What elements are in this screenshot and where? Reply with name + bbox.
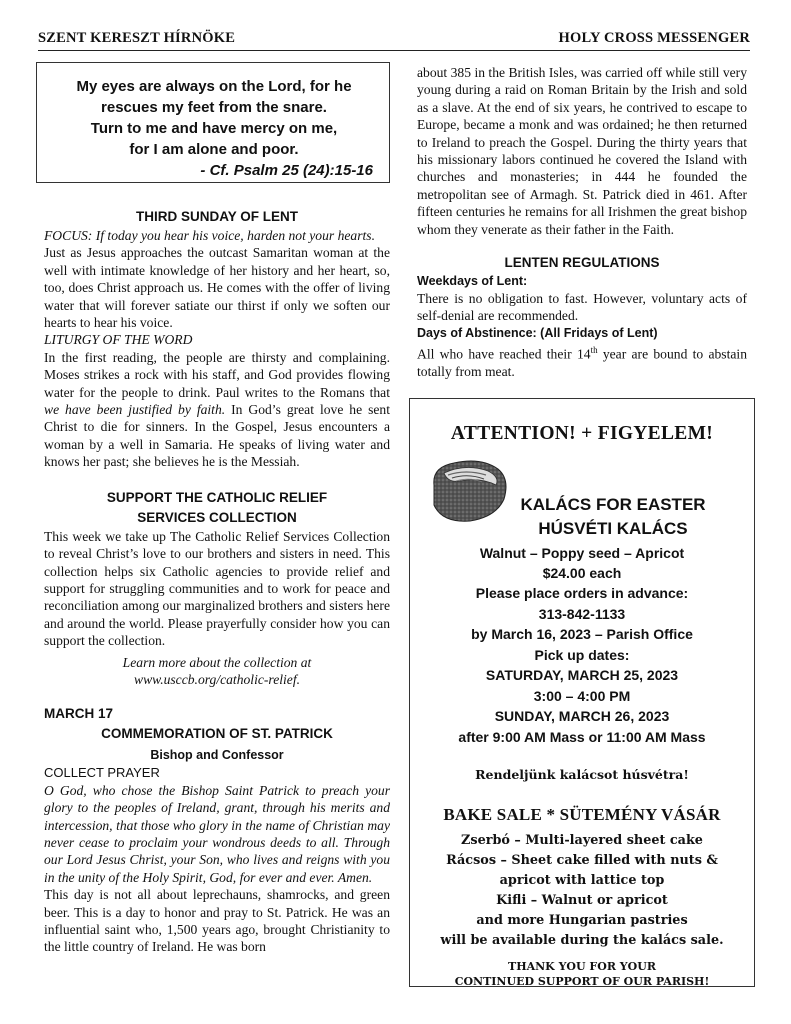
order-deadline: by March 16, 2023 – Parish Office (471, 626, 693, 642)
kalacs-announcement-box (409, 398, 755, 987)
page-header (38, 28, 750, 51)
patrick-title: COMMEMORATION OF ST. PATRICK (101, 726, 333, 742)
abstinence-heading: Days of Abstinence: (All Fridays of Lent) (417, 325, 658, 340)
collect-heading: COLLECT PRAYER (44, 765, 160, 781)
kalacs-flavors: Walnut – Poppy seed – Apricot (479, 545, 685, 561)
order-instructions: Please place orders in advance: (475, 585, 689, 601)
attention-title: ATTENTION! + FIGYELEM! (450, 423, 714, 444)
bake-more-pastries: and more Hungarian pastries (476, 913, 688, 928)
kalacs-title-hungarian: HÚSVÉTI KALÁCS (538, 519, 688, 538)
thanks-line-1: THANK YOU FOR YOUR (508, 960, 656, 973)
lent3-paragraph-1: Just as Jesus approaches the outcast Samaritan woman at the well with intimate knowledge of her history and her heart, so, too, does Christ approach us. He comes with the offer of living water that will forever satiate our thirst if only we soften our hearts to hear his voice. (44, 245, 390, 331)
bake-sale-title: BAKE SALE * SÜTEMÉNY VÁSÁR (443, 805, 721, 824)
abstinence-text (417, 342, 747, 380)
collect-prayer: O God, who chose the Bishop Saint Patrick to preach your glory to the peoples of Ireland, grant, through his merits and intercession, that those who glory in the name of Christian may never cease to proclaim your wondrous deeds to all. Through our Lord Jesus Christ, your Son, who lives and reigns with you in the unity of the Holy Spirit, God, for ever and ever. Amen. (44, 782, 390, 885)
lent3-p2-end: In God’s great love he sent Christ to die for sinners. In the Gospel, Jesus encounters a woman by a well in Samaria. He speaks of living water and knows her past; she believes he is the Messiah. (44, 402, 390, 470)
abstinence-text-start: All who have reached their 14 (417, 346, 591, 362)
patrick-subtitle: Bishop and Confessor (150, 748, 284, 763)
crs-learn-more: Learn more about the collection at (122, 654, 312, 670)
patrick-continued: about 385 in the British Isles, was carried off while still very young during a raid on Roman Britain by the Irish and sold as a slave. At the end of six years, he contrived to escape to Europe, became a monk and was ordained; he then returned to Ireland to preach the Gospel. During the thirty years that his missionary labors continued he covered the Island with churches and monasteries; in 444 he founded the metropolitan see of Armagh. St. Patrick died in 461. After fifteen centuries he remains for all Irishmen the great bishop whom they venerate as their father in the Faith. (417, 65, 747, 237)
bake-item-2: Rácsos – Sheet cake filled with nuts & (446, 853, 718, 868)
bake-item-2-cont: apricot with lattice top (499, 873, 665, 888)
patrick-date: MARCH 17 (44, 706, 114, 722)
pickup-sunday-time: after 9:00 AM Mass or 11:00 AM Mass (458, 729, 706, 745)
crs-title-line-2: SERVICES COLLECTION (137, 509, 297, 525)
bake-item-3: Kifli – Walnut or apricot (496, 893, 668, 908)
hungarian-order-line: Rendeljünk kalácsot húsvétra! (475, 767, 689, 782)
lenten-title: LENTEN REGULATIONS (504, 255, 660, 271)
weekdays-text: There is no obligation to fast. However, voluntary acts of self-denial are recommended. (417, 291, 747, 324)
bake-item-1: Zserbó – Multi-layered sheet cake (461, 833, 703, 848)
lent3-paragraph-2 (44, 349, 390, 471)
crs-paragraph: This week we take up The Catholic Relief Services Collection to reveal Christ’s love to our brothers and sisters in need. This collection helps six Catholic agencies to provide relief and support for struggling communities and to work for peace and reconciliation among our marginalized brothers and sisters here and around the world. Please prayerfully consider how you can support the collection. (44, 528, 390, 649)
quote-line-1: My eyes are always on the Lord, for he (76, 78, 352, 95)
lent3-p2-start: In the first reading, the people are thirsty and complaining. Moses strikes a rock with his staff, and God provides flowing water for the people to drink. Paul writes to the Romans that (44, 349, 390, 400)
quote-line-4: for I am alone and poor. (129, 141, 299, 158)
crs-url: www.usccb.org/catholic-relief. (134, 671, 300, 687)
quote-line-3: Turn to me and have mercy on me, (90, 120, 338, 137)
patrick-paragraph: This day is not all about leprechauns, shamrocks, and green beer. This is a day to honor and pray to St. Patrick. He was an influential saint who, 1,500 years ago, brought Christianity to the little country of Ireland. He was born (44, 887, 390, 955)
pickup-sunday: SUNDAY, MARCH 26, 2023 (494, 708, 670, 724)
header-english-title: HOLY CROSS MESSENGER (558, 30, 750, 46)
bake-availability: will be available during the kalács sale. (440, 933, 724, 948)
kalacs-title-english: KALÁCS FOR EASTER (520, 495, 706, 514)
weekdays-heading: Weekdays of Lent: (417, 274, 528, 289)
quote-citation: - Cf. Psalm 25 (24):15-16 (200, 162, 373, 179)
header-hungarian-title: SZENT KERESZT HÍRNÖKE (38, 30, 236, 46)
crs-title-line-1: SUPPORT THE CATHOLIC RELIEF (106, 489, 328, 505)
psalm-quote-box (36, 62, 390, 183)
pickup-saturday: SATURDAY, MARCH 25, 2023 (485, 667, 679, 683)
liturgy-heading: LITURGY OF THE WORD (44, 332, 193, 348)
abstinence-text-end: year are bound to abstain totally from meat. (417, 346, 747, 379)
lent3-p2-italic: we have been justified by faith. (44, 402, 226, 418)
lent3-title: THIRD SUNDAY OF LENT (135, 209, 298, 224)
left-column (44, 62, 390, 956)
order-phone: 313-842-1133 (538, 606, 626, 622)
quote-line-2: rescues my feet from the snare. (101, 99, 327, 116)
lent3-focus: FOCUS: If today you hear his voice, harden not your hearts. (44, 228, 375, 243)
right-column (417, 62, 747, 380)
kalacs-price: $24.00 each (542, 565, 622, 581)
pickup-heading: Pick up dates: (534, 647, 630, 663)
thanks-line-2: CONTINUED SUPPORT OF OUR PARISH! (454, 975, 710, 988)
abstinence-superscript: th (590, 344, 598, 355)
pickup-saturday-time: 3:00 – 4:00 PM (533, 688, 631, 704)
